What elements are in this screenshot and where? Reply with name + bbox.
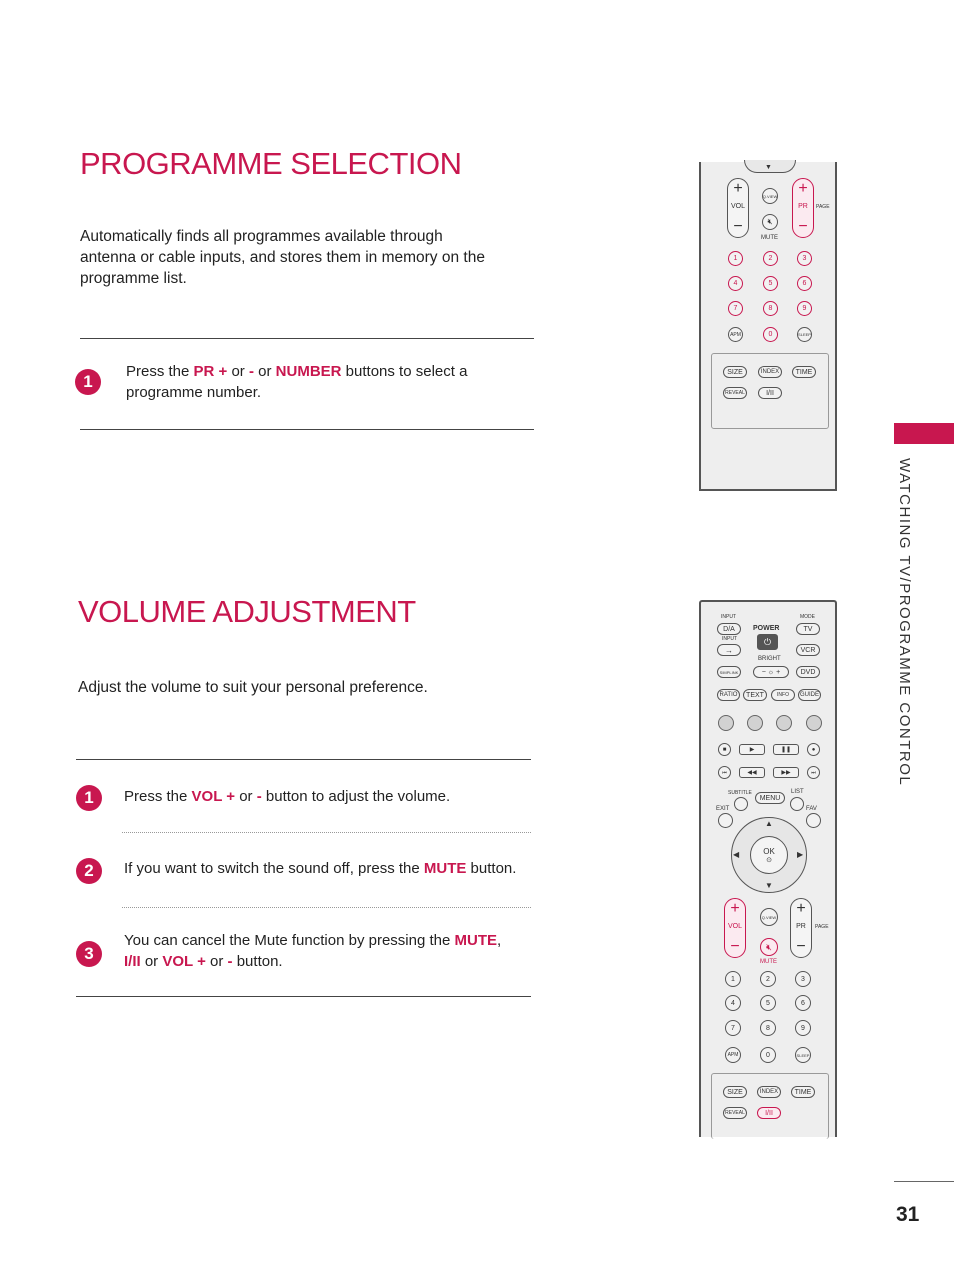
divider [76,996,531,997]
up-arrow-icon: ▲ [765,819,773,828]
digit-button: 4 [728,276,743,291]
digit-button: 7 [728,301,743,316]
chapter-label: WATCHING TV/PROGRAMME CONTROL [896,458,913,787]
section-title-volume-adjustment: VOLUME ADJUSTMENT [78,594,416,629]
minus-icon: − [733,218,743,235]
programme-selection-intro: Automatically finds all programmes available through antenna or cable inputs, and stores them in memory on the programme list. [80,228,485,287]
mute-speaker-icon: 🔇︎ [760,938,778,956]
digit-button: 1 [725,971,741,987]
digit-button: 6 [797,276,812,291]
step-text: button to adjust the volume. [261,788,451,805]
index-button: INDEX [757,1086,781,1098]
step-text: , [497,932,502,949]
input-label: INPUT [721,614,736,620]
guide-button: GUIDE [798,689,821,701]
step-number: 1 [75,369,101,395]
simplink-button: SIMPLINK [717,666,741,678]
subtitle-label: SUBTITLE [728,790,752,796]
mute-speaker-icon: 🔇︎ [762,214,778,230]
digit-button: 4 [725,995,741,1011]
digit-button: 5 [760,995,776,1011]
dvd-button: DVD [796,666,820,678]
qview-button: Q.VIEW [760,908,778,926]
vol-rocker [727,178,749,238]
key-mute: MUTE [454,932,497,949]
color-key-button [718,715,734,731]
vol-label: VOL [727,923,742,930]
pr-rocker [790,898,812,958]
dotted-divider [122,907,531,908]
ok-dot-icon: ⊙ [766,856,772,864]
vcr-button: VCR [796,644,820,656]
color-key-button [806,715,822,731]
digit-button: 3 [795,971,811,987]
qview-button: Q.VIEW [762,188,778,204]
step-text: If you want to switch the sound off, press the [124,860,424,877]
menu-button: MENU [755,792,785,804]
size-button: SIZE [723,366,747,378]
key-minus: - [248,363,254,380]
tv-button: TV [796,623,820,635]
divider [80,338,534,339]
pause-icon: ❚❚ [773,744,799,755]
step-text: Press the [124,788,192,805]
down-arrow-icon: ▼ [765,881,773,890]
step-text: You can cancel the Mute function by pressing the [124,932,455,949]
key-pr-plus: PR + [193,363,228,380]
digit-button: 0 [760,1047,776,1063]
ok-button [750,836,788,874]
fast-forward-icon: ▶▶ [773,767,799,778]
ratio-button: RATIO [717,689,740,701]
plus-icon: + [798,180,808,197]
rewind-icon: ◀◀ [739,767,765,778]
list-button [790,797,804,811]
digit-button: 9 [795,1020,811,1036]
key-number: NUMBER [275,363,342,380]
digit-button: 7 [725,1020,741,1036]
record-icon: ● [807,743,820,756]
teletext-panel [711,1073,829,1139]
step-text: button. [466,860,517,877]
apm-button: APM [725,1047,741,1063]
key-vol-plus: VOL + [162,953,206,970]
mute-label: MUTE [760,959,777,965]
pr-label: PR [798,203,808,210]
step-text: buttons to select a programme number. [126,363,468,401]
size-button: SIZE [723,1086,747,1098]
step-text: or [205,953,228,970]
page-label: PAGE [815,924,829,930]
divider [76,759,531,760]
digit-button: 0 [763,327,778,342]
skip-back-icon: ⏮ [718,766,731,779]
divider [80,429,534,430]
index-button: INDEX [758,366,782,378]
page-divider [894,1181,954,1182]
text-button: TEXT [743,689,767,701]
i-ii-button: I/II [757,1107,781,1119]
skip-forward-icon: ⏭ [807,766,820,779]
digit-button: 3 [797,251,812,266]
fav-button [806,813,821,828]
remote-control-illustration [699,162,837,491]
key-i-ii: I/II [124,953,141,970]
digit-button: 8 [760,1020,776,1036]
exit-button [718,813,733,828]
subtitle-button [734,797,748,811]
input-label: INPUT [722,636,737,642]
reveal-button: REVEAL [723,387,747,399]
chapter-tab [894,423,954,444]
reveal-button: REVEAL [723,1107,747,1119]
step-number: 1 [76,785,102,811]
step-text: or [253,363,276,380]
power-label: POWER [753,625,780,632]
step-number: 3 [76,941,102,967]
digit-button: 2 [760,971,776,987]
ok-label: OK [763,846,775,856]
bright-label: BRIGHT [758,656,781,662]
list-label: LIST [791,789,804,795]
minus-icon: − [730,938,740,955]
color-key-button [747,715,763,731]
time-button: TIME [792,366,816,378]
left-arrow-icon: ◀ [733,850,740,859]
digit-button: 2 [763,251,778,266]
minus-icon: − [796,938,806,955]
fav-label: FAV [806,806,817,812]
pr-label: PR [796,923,806,930]
info-button: INFO [771,689,795,701]
mute-label: MUTE [761,235,778,241]
plus-icon: + [796,900,806,917]
time-button: TIME [791,1086,815,1098]
bright-rocker: − ☼ + [753,666,789,678]
da-button: D/A [717,623,741,635]
pr-rocker [792,178,814,238]
digit-button: 6 [795,995,811,1011]
sleep-button: SLEEP [797,327,812,342]
step-number: 2 [76,858,102,884]
step-text: button. [232,953,283,970]
dotted-divider [122,832,531,833]
key-minus: - [227,953,233,970]
color-key-button [776,715,792,731]
vol-rocker [724,898,746,958]
play-icon: ▶ [739,744,765,755]
key-mute: MUTE [423,860,467,877]
digit-button: 8 [763,301,778,316]
input-arrow-icon: → [717,644,741,656]
page-label: PAGE [816,204,830,210]
stop-icon: ■ [718,743,731,756]
exit-label: EXIT [716,806,730,812]
step-instruction [124,930,524,972]
step-text: Press the [126,363,194,380]
page-number: 31 [896,1203,920,1226]
plus-icon: + [733,180,743,197]
mode-label: MODE [800,614,815,620]
sleep-button: SLEEP [795,1047,811,1063]
step-instruction [124,858,534,879]
i-ii-button: I/II [758,387,782,399]
section-title-programme-selection: PROGRAMME SELECTION [80,146,462,181]
minus-icon: − [798,218,808,235]
step-text: or [140,953,163,970]
key-minus: - [256,788,262,805]
power-icon: ⏻ [757,634,778,650]
step-text: or [227,363,249,380]
volume-adjustment-intro: Adjust the volume to suit your personal preference. [78,679,428,696]
step-text: or [235,788,257,805]
vol-label: VOL [730,203,745,210]
digit-button: 5 [763,276,778,291]
digit-button: 1 [728,251,743,266]
apm-button: APM [728,327,743,342]
step-instruction [126,361,496,403]
right-arrow-icon: ▶ [797,850,804,859]
digit-button: 9 [797,301,812,316]
down-arrow-icon: ▼ [765,164,772,171]
key-vol-plus: VOL + [191,788,236,805]
step-instruction [124,786,524,807]
plus-icon: + [730,900,740,917]
remote-control-illustration [699,600,837,1137]
